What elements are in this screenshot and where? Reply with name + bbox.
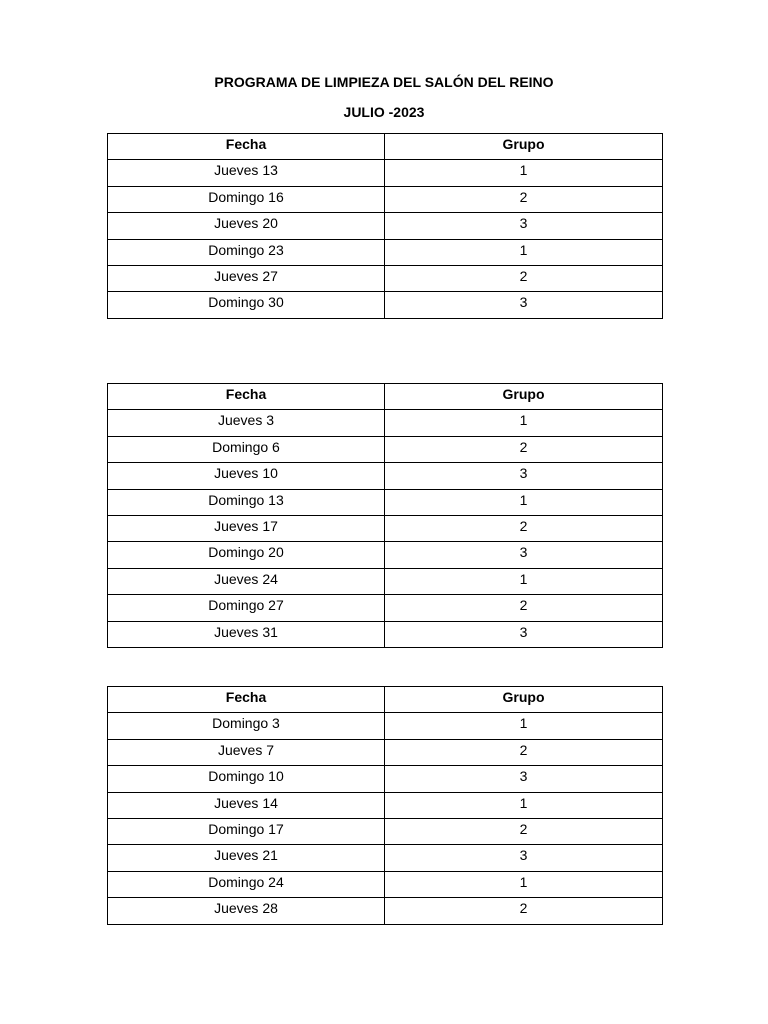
cell-fecha: Domingo 24 (108, 871, 385, 897)
cell-fecha: Domingo 6 (108, 436, 385, 462)
cell-fecha: Domingo 30 (108, 292, 385, 318)
table-row (108, 845, 663, 871)
cell-fecha: Jueves 3 (108, 410, 385, 436)
schedule-table-1 (107, 133, 663, 319)
table-row (108, 489, 663, 515)
cell-fecha: Domingo 10 (108, 766, 385, 792)
cell-grupo: 1 (385, 239, 663, 265)
cell-fecha: Domingo 23 (108, 239, 385, 265)
cell-grupo: 1 (385, 713, 663, 739)
cell-grupo: 1 (385, 410, 663, 436)
cell-fecha: Jueves 14 (108, 792, 385, 818)
cell-grupo: 3 (385, 463, 663, 489)
cell-fecha: Jueves 21 (108, 845, 385, 871)
cell-fecha: Domingo 16 (108, 186, 385, 212)
table-row (108, 713, 663, 739)
cell-fecha: Domingo 17 (108, 818, 385, 844)
table-row (108, 410, 663, 436)
cell-fecha: Domingo 13 (108, 489, 385, 515)
table-row (108, 739, 663, 765)
cell-grupo: 3 (385, 621, 663, 647)
table-row (108, 595, 663, 621)
table-row (108, 542, 663, 568)
cell-fecha: Jueves 20 (108, 213, 385, 239)
table-row (108, 766, 663, 792)
table-row (108, 265, 663, 291)
table-row (108, 792, 663, 818)
table-row (108, 621, 663, 647)
cell-grupo: 1 (385, 568, 663, 594)
header-grupo: Grupo (385, 384, 663, 410)
cell-fecha: Jueves 27 (108, 265, 385, 291)
table-row (108, 818, 663, 844)
header-grupo: Grupo (385, 134, 663, 160)
cell-fecha: Jueves 17 (108, 515, 385, 541)
cell-fecha: Domingo 20 (108, 542, 385, 568)
cell-fecha: Jueves 24 (108, 568, 385, 594)
cell-grupo: 2 (385, 595, 663, 621)
header-fecha: Fecha (108, 134, 385, 160)
cell-fecha: Jueves 7 (108, 739, 385, 765)
cell-grupo: 2 (385, 515, 663, 541)
header-fecha: Fecha (108, 687, 385, 713)
table-row (108, 186, 663, 212)
document-title: PROGRAMA DE LIMPIEZA DEL SALÓN DEL REINO (214, 74, 554, 90)
table-header-row (108, 687, 663, 713)
cell-grupo: 3 (385, 542, 663, 568)
cell-grupo: 3 (385, 845, 663, 871)
schedule-table-2 (107, 383, 663, 648)
table-row (108, 568, 663, 594)
cell-fecha: Domingo 27 (108, 595, 385, 621)
table-row (108, 213, 663, 239)
cell-grupo: 2 (385, 186, 663, 212)
cell-grupo: 2 (385, 898, 663, 924)
table-row (108, 292, 663, 318)
cell-fecha: Jueves 13 (108, 160, 385, 186)
header-grupo: Grupo (385, 687, 663, 713)
cell-grupo: 2 (385, 265, 663, 291)
table-header-row (108, 134, 663, 160)
cell-grupo: 2 (385, 739, 663, 765)
cell-fecha: Domingo 3 (108, 713, 385, 739)
cell-grupo: 2 (385, 818, 663, 844)
cell-grupo: 2 (385, 436, 663, 462)
cell-grupo: 3 (385, 292, 663, 318)
cell-grupo: 1 (385, 871, 663, 897)
table-header-row (108, 384, 663, 410)
table-row (108, 160, 663, 186)
document-subtitle: JULIO -2023 (343, 104, 425, 120)
cell-fecha: Jueves 10 (108, 463, 385, 489)
header-fecha: Fecha (108, 384, 385, 410)
cell-grupo: 1 (385, 489, 663, 515)
table-row (108, 898, 663, 924)
schedule-table-3 (107, 686, 663, 925)
cell-grupo: 1 (385, 160, 663, 186)
cell-fecha: Jueves 28 (108, 898, 385, 924)
cell-grupo: 3 (385, 213, 663, 239)
cell-grupo: 1 (385, 792, 663, 818)
cell-fecha: Jueves 31 (108, 621, 385, 647)
table-row (108, 871, 663, 897)
table-row (108, 463, 663, 489)
cell-grupo: 3 (385, 766, 663, 792)
table-row (108, 515, 663, 541)
table-row (108, 436, 663, 462)
table-row (108, 239, 663, 265)
